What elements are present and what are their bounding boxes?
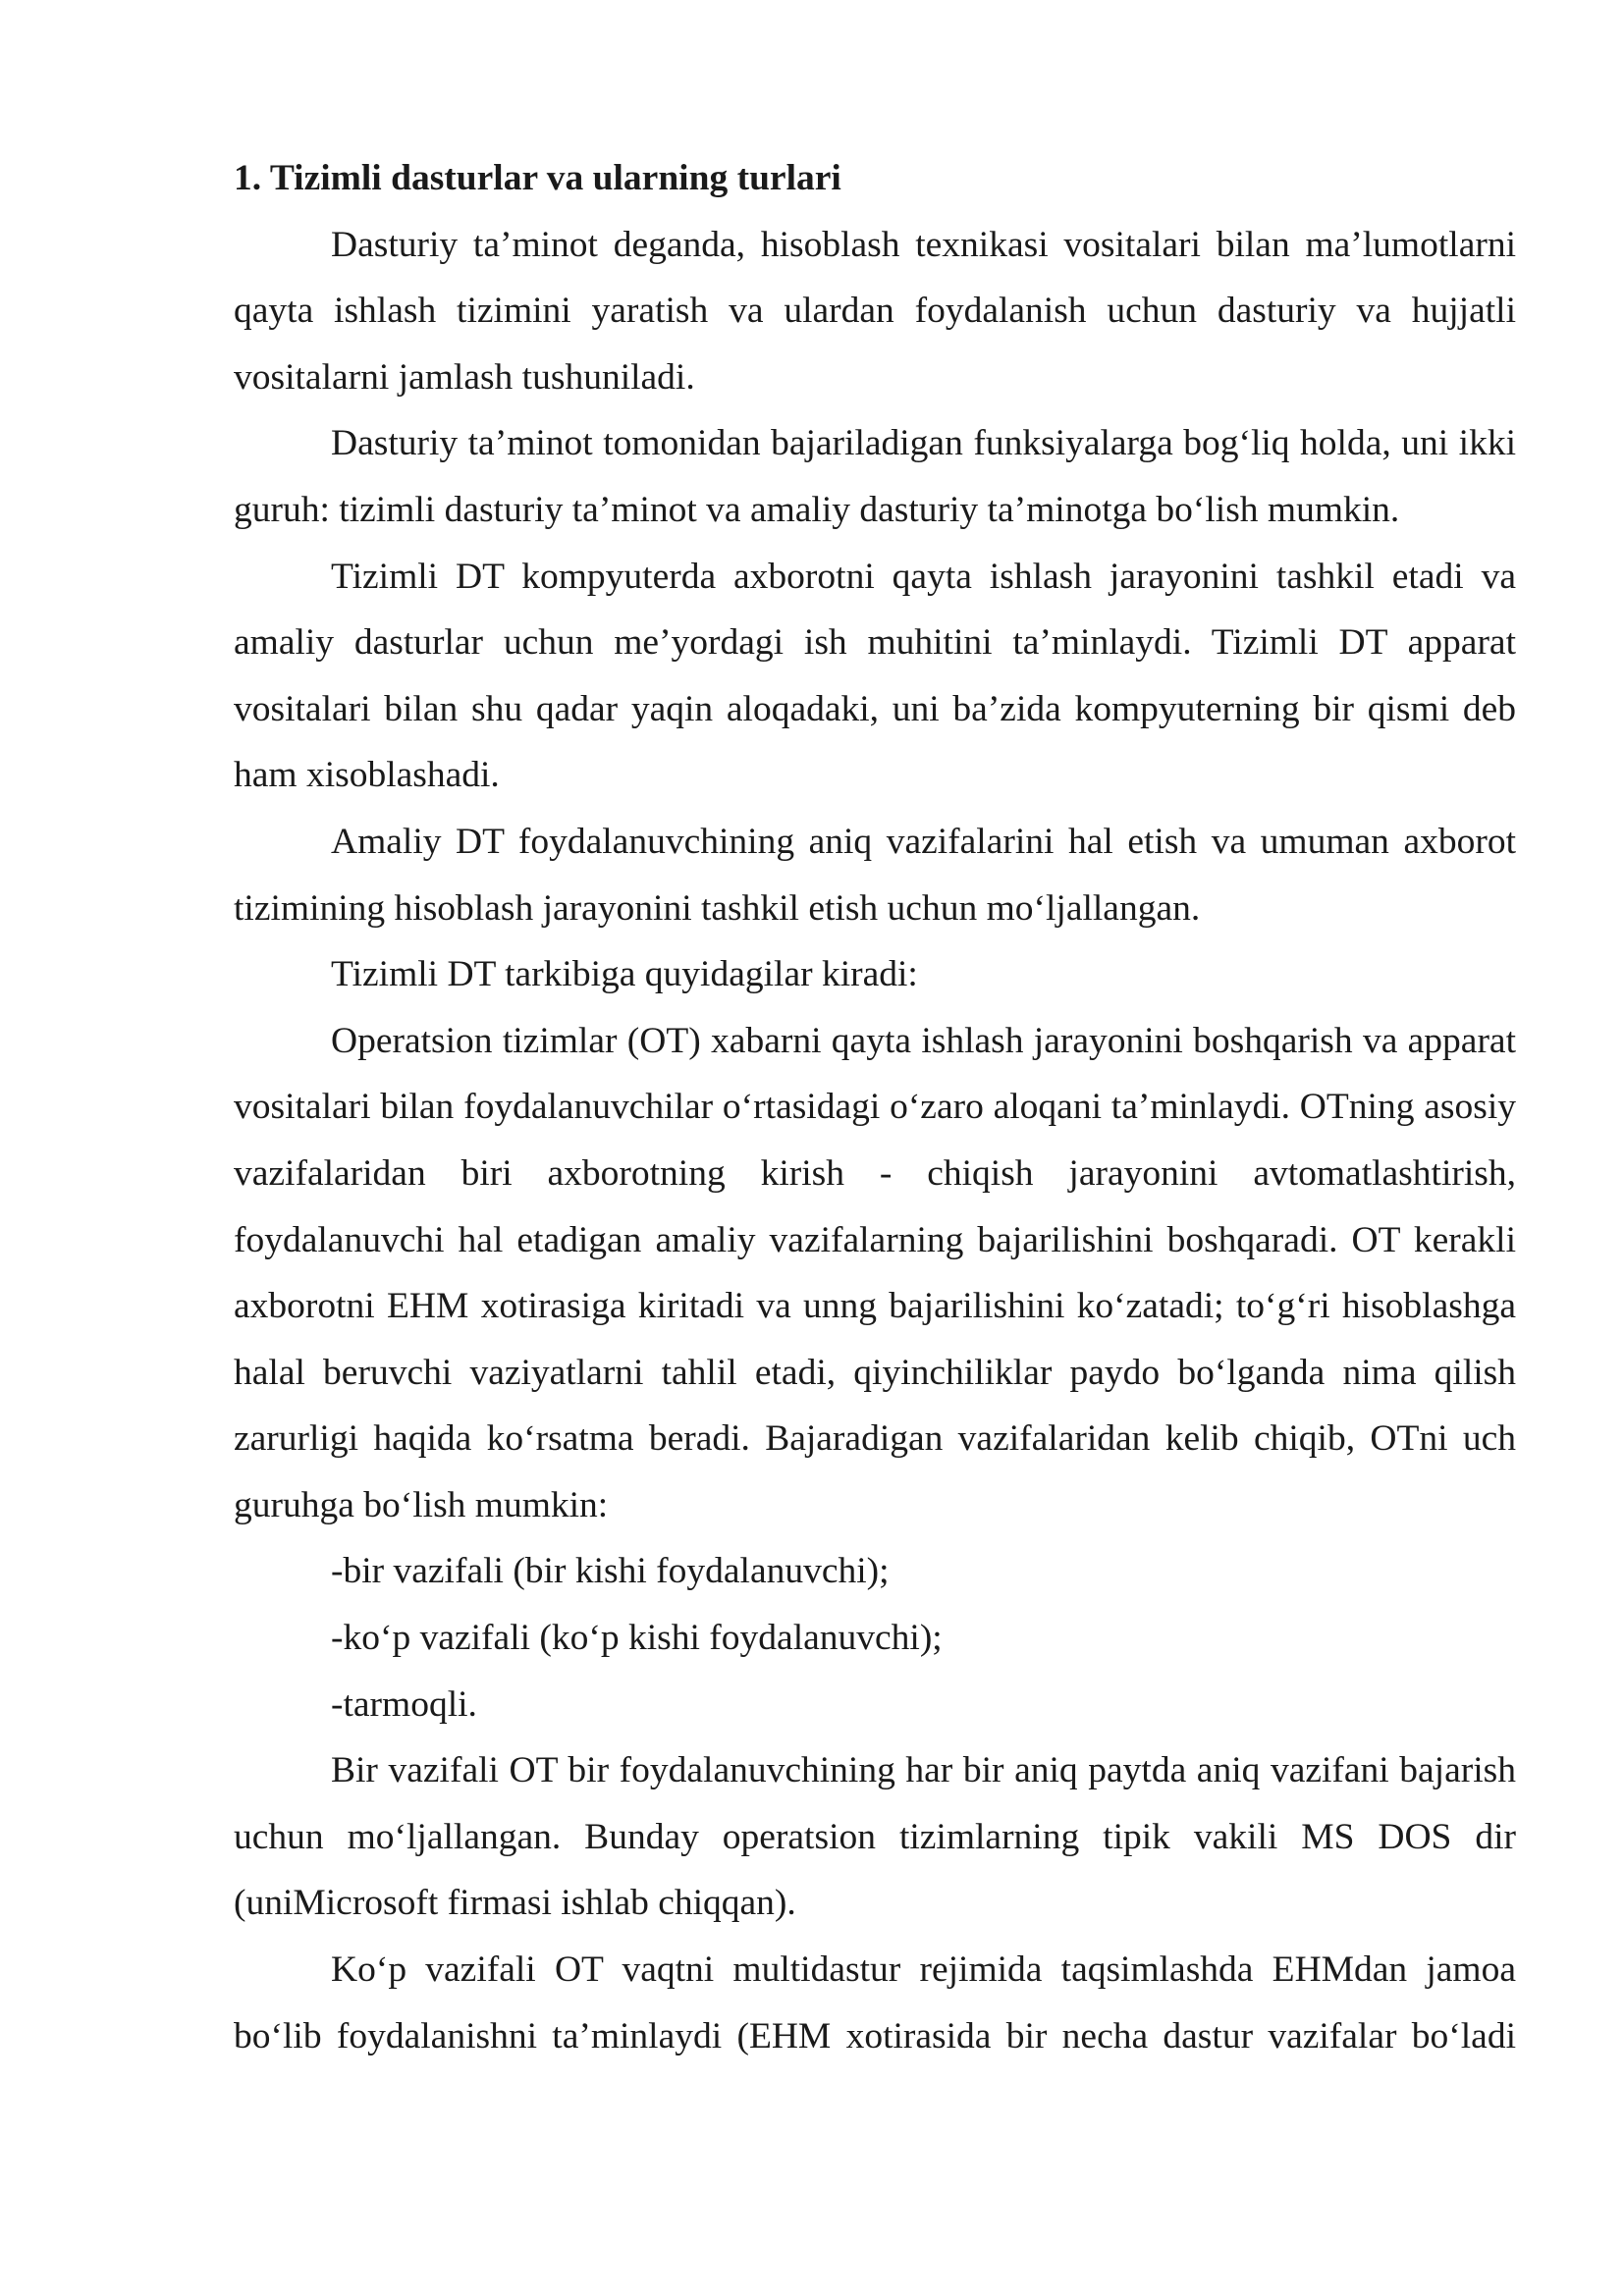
section-heading: 1. Tizimli dasturlar va ularning turlari (234, 158, 841, 198)
list-item-single-task: -bir vazifali (bir kishi foydalanuvchi); (331, 1551, 890, 1592)
paragraph-system-software-components: Tizimli DT tarkibiga quyidagilar kiradi: (331, 954, 918, 995)
paragraph-single-task-os: Bir vazifali OT bir foydalanuvchining har bir aniq paytda aniq vazifani bajarish uchun mo‘ljallangan. Bunday operatsion tizimlarning tipik vakili MS DOS dir (uniMicrosoft firmasi ishlab chiqqan). (234, 1750, 1516, 1924)
list-item-multi-task: -ko‘p vazifali (ko‘p kishi foydalanuvchi); (331, 1618, 943, 1659)
list-item-network: -tarmoqli. (331, 1683, 477, 1725)
paragraph-software-definition: Dasturiy ta’minot deganda, hisoblash texnikasi vositalari bilan ma’lumotlarni qayta ishlash tizimini yaratish va ulardan foydalanish uchun dasturiy va hujjatli vositalarni jamlash tushuniladi. (234, 224, 1516, 398)
paragraph-application-software: Amaliy DT foydalanuvchining aniq vazifalarini hal etish va umuman axborot tizimining hisoblash jarayonini tashkil etish uchun mo‘ljallangan. (234, 821, 1516, 929)
document-page (234, 145, 1516, 2069)
paragraph-multi-task-os: Ko‘p vazifali OT vaqtni multidastur rejimida taqsimlashda EHMdan jamoa bo‘lib foydalanishni ta’minlaydi (EHM xotirasida bir necha dastur vazifalar bo‘ladi (234, 1949, 1516, 2056)
paragraph-software-groups: Dasturiy ta’minot tomonidan bajariladigan funksiyalarga bog‘liq holda, uni ikki guruh: tizimli dasturiy ta’minot va amaliy dasturiy ta’minotga bo‘lish mumkin. (234, 423, 1516, 530)
paragraph-operating-systems: Operatsion tizimlar (OT) xabarni qayta ishlash jarayonini boshqarish va apparat vositalari bilan foydalanuvchilar o‘rtasidagi o‘zaro aloqani ta’minlaydi. OTning asosiy vazifalaridan biri axborotning kirish - chiqish jarayonini avtomatlashtirish, foydalanuvchi hal etadigan amaliy vazifalarning bajarilishini boshqaradi. OT kerakli axborotni EHM xotirasiga kiritadi va unng bajarilishini ko‘zatadi; to‘g‘ri hisoblashga halal beruvchi vaziyatlarni tahlil etadi, qiyinchiliklar paydo bo‘lganda nima qilish zarurligi haqida ko‘rsatma beradi. Bajaradigan vazifalaridan kelib chiqib, OTni uch guruhga bo‘lish mumkin: (234, 1020, 1516, 1525)
paragraph-system-software: Tizimli DT kompyuterda axborotni qayta ishlash jarayonini tashkil etadi va amaliy dasturlar uchun me’yordagi ish muhitini ta’minlaydi. Tizimli DT apparat vositalari bilan shu qadar yaqin aloqadaki, uni ba’zida kompyuterning bir qismi deb ham xisoblashadi. (234, 556, 1516, 796)
